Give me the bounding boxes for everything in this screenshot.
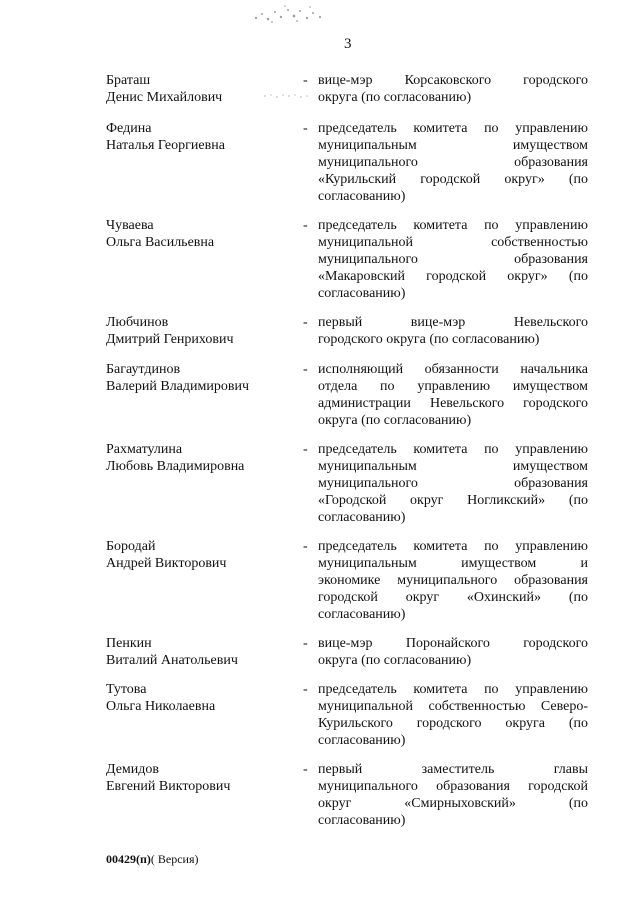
- position-line: Курильского городского округа (по: [318, 716, 588, 731]
- position-line: председатель комитета по управлению: [318, 682, 588, 697]
- position-line: муниципального образования городской: [318, 779, 588, 794]
- member-given-names: Любовь Владимировна: [106, 459, 245, 474]
- member-name: [106, 120, 296, 154]
- member-given-names: Денис Михайлович: [106, 90, 223, 105]
- position-line: муниципальным имуществом: [318, 459, 588, 474]
- member-given-names: Наталья Георгиевна: [106, 138, 225, 153]
- position-line: согласованию): [318, 189, 406, 204]
- position-line: «Макаровский городской округ» (по: [318, 269, 588, 284]
- position-line: муниципальным имуществом и: [318, 556, 588, 571]
- position-line: председатель комитета по управлению: [318, 539, 588, 554]
- position-line: экономике муниципального образования: [318, 573, 588, 588]
- member-name: [106, 538, 296, 572]
- member-position: [318, 217, 588, 302]
- member-surname: Федина: [106, 121, 152, 136]
- entry-dash: -: [303, 218, 308, 233]
- position-line: городской округ «Охинский» (по: [318, 590, 588, 605]
- position-line: первый вице-мэр Невельского: [318, 315, 588, 330]
- member-surname: Бородай: [106, 539, 156, 554]
- position-line: муниципального образования: [318, 252, 588, 267]
- position-line: председатель комитета по управлению: [318, 442, 588, 457]
- position-line: муниципальной собственностью Северо-: [318, 699, 588, 714]
- position-line: согласованию): [318, 510, 406, 525]
- position-line: округ «Смирныховский» (по: [318, 796, 588, 811]
- position-line: согласованию): [318, 733, 406, 748]
- member-name: [106, 72, 296, 106]
- entry-dash: -: [303, 362, 308, 377]
- entry-dash: -: [303, 315, 308, 330]
- member-given-names: Андрей Викторович: [106, 556, 227, 571]
- member-given-names: Дмитрий Генрихович: [106, 332, 234, 347]
- page-number: 3: [344, 36, 352, 52]
- document-code: 00429(п): [106, 852, 151, 866]
- entry-dash: -: [303, 121, 308, 136]
- member-position: [318, 681, 588, 749]
- position-line: согласованию): [318, 286, 406, 301]
- member-given-names: Ольга Васильевна: [106, 235, 215, 250]
- member-surname: Пенкин: [106, 636, 152, 651]
- position-line: городского округа (по согласованию): [318, 332, 540, 347]
- member-position: [318, 538, 588, 623]
- member-name: [106, 441, 296, 475]
- member-name: [106, 217, 296, 251]
- position-line: согласованию): [318, 813, 406, 828]
- position-line: отдела по управлению имуществом: [318, 379, 588, 394]
- member-position: [318, 361, 588, 429]
- entry-dash: -: [303, 442, 308, 457]
- position-line: первый заместитель главы: [318, 762, 588, 777]
- entry-dash: -: [303, 762, 308, 777]
- member-position: [318, 761, 588, 829]
- member-given-names: Валерий Владимирович: [106, 379, 250, 394]
- scan-smudge-mark: [250, 0, 330, 26]
- position-line: округа (по согласованию): [318, 653, 472, 668]
- member-position: [318, 72, 588, 106]
- member-position: [318, 314, 588, 348]
- member-name: [106, 314, 296, 348]
- member-given-names: Евгений Викторович: [106, 779, 231, 794]
- position-line: вице-мэр Корсаковского городского: [318, 73, 588, 88]
- entry-dash: -: [303, 73, 308, 88]
- position-line: исполняющий обязанности начальника: [318, 362, 588, 377]
- member-name: [106, 761, 296, 795]
- member-position: [318, 441, 588, 526]
- position-line: вице-мэр Поронайского городского: [318, 636, 588, 651]
- member-given-names: Ольга Николаевна: [106, 699, 216, 714]
- entry-dash: -: [303, 636, 308, 651]
- entry-dash: -: [303, 682, 308, 697]
- position-line: муниципального образования: [318, 155, 588, 170]
- member-surname: Чуваева: [106, 218, 154, 233]
- member-name: [106, 681, 296, 715]
- position-line: округа (по согласованию): [318, 90, 472, 105]
- position-line: «Городской округ Ногликский» (по: [318, 493, 588, 508]
- document-footer: [106, 852, 199, 867]
- member-surname: Демидов: [106, 762, 160, 777]
- member-surname: Браташ: [106, 73, 151, 88]
- position-line: администрации Невельского городского: [318, 396, 588, 411]
- member-name: [106, 361, 296, 395]
- member-surname: Рахматулина: [106, 442, 183, 457]
- document-version: ( Версия): [150, 852, 199, 866]
- position-line: председатель комитета по управлению: [318, 218, 588, 233]
- position-line: согласованию): [318, 607, 406, 622]
- position-line: округа (по согласованию): [318, 413, 472, 428]
- position-line: муниципальным имуществом: [318, 138, 588, 153]
- member-surname: Любчинов: [106, 315, 169, 330]
- member-surname: Багаутдинов: [106, 362, 181, 377]
- member-position: [318, 120, 588, 205]
- position-line: «Курильский городской округ» (по: [318, 172, 588, 187]
- position-line: муниципальной собственностью: [318, 235, 588, 250]
- member-position: [318, 635, 588, 669]
- position-line: муниципального образования: [318, 476, 588, 491]
- entry-dash: -: [303, 539, 308, 554]
- member-surname: Тутова: [106, 682, 147, 697]
- member-name: [106, 635, 296, 669]
- position-line: председатель комитета по управлению: [318, 121, 588, 136]
- member-given-names: Виталий Анатольевич: [106, 653, 238, 668]
